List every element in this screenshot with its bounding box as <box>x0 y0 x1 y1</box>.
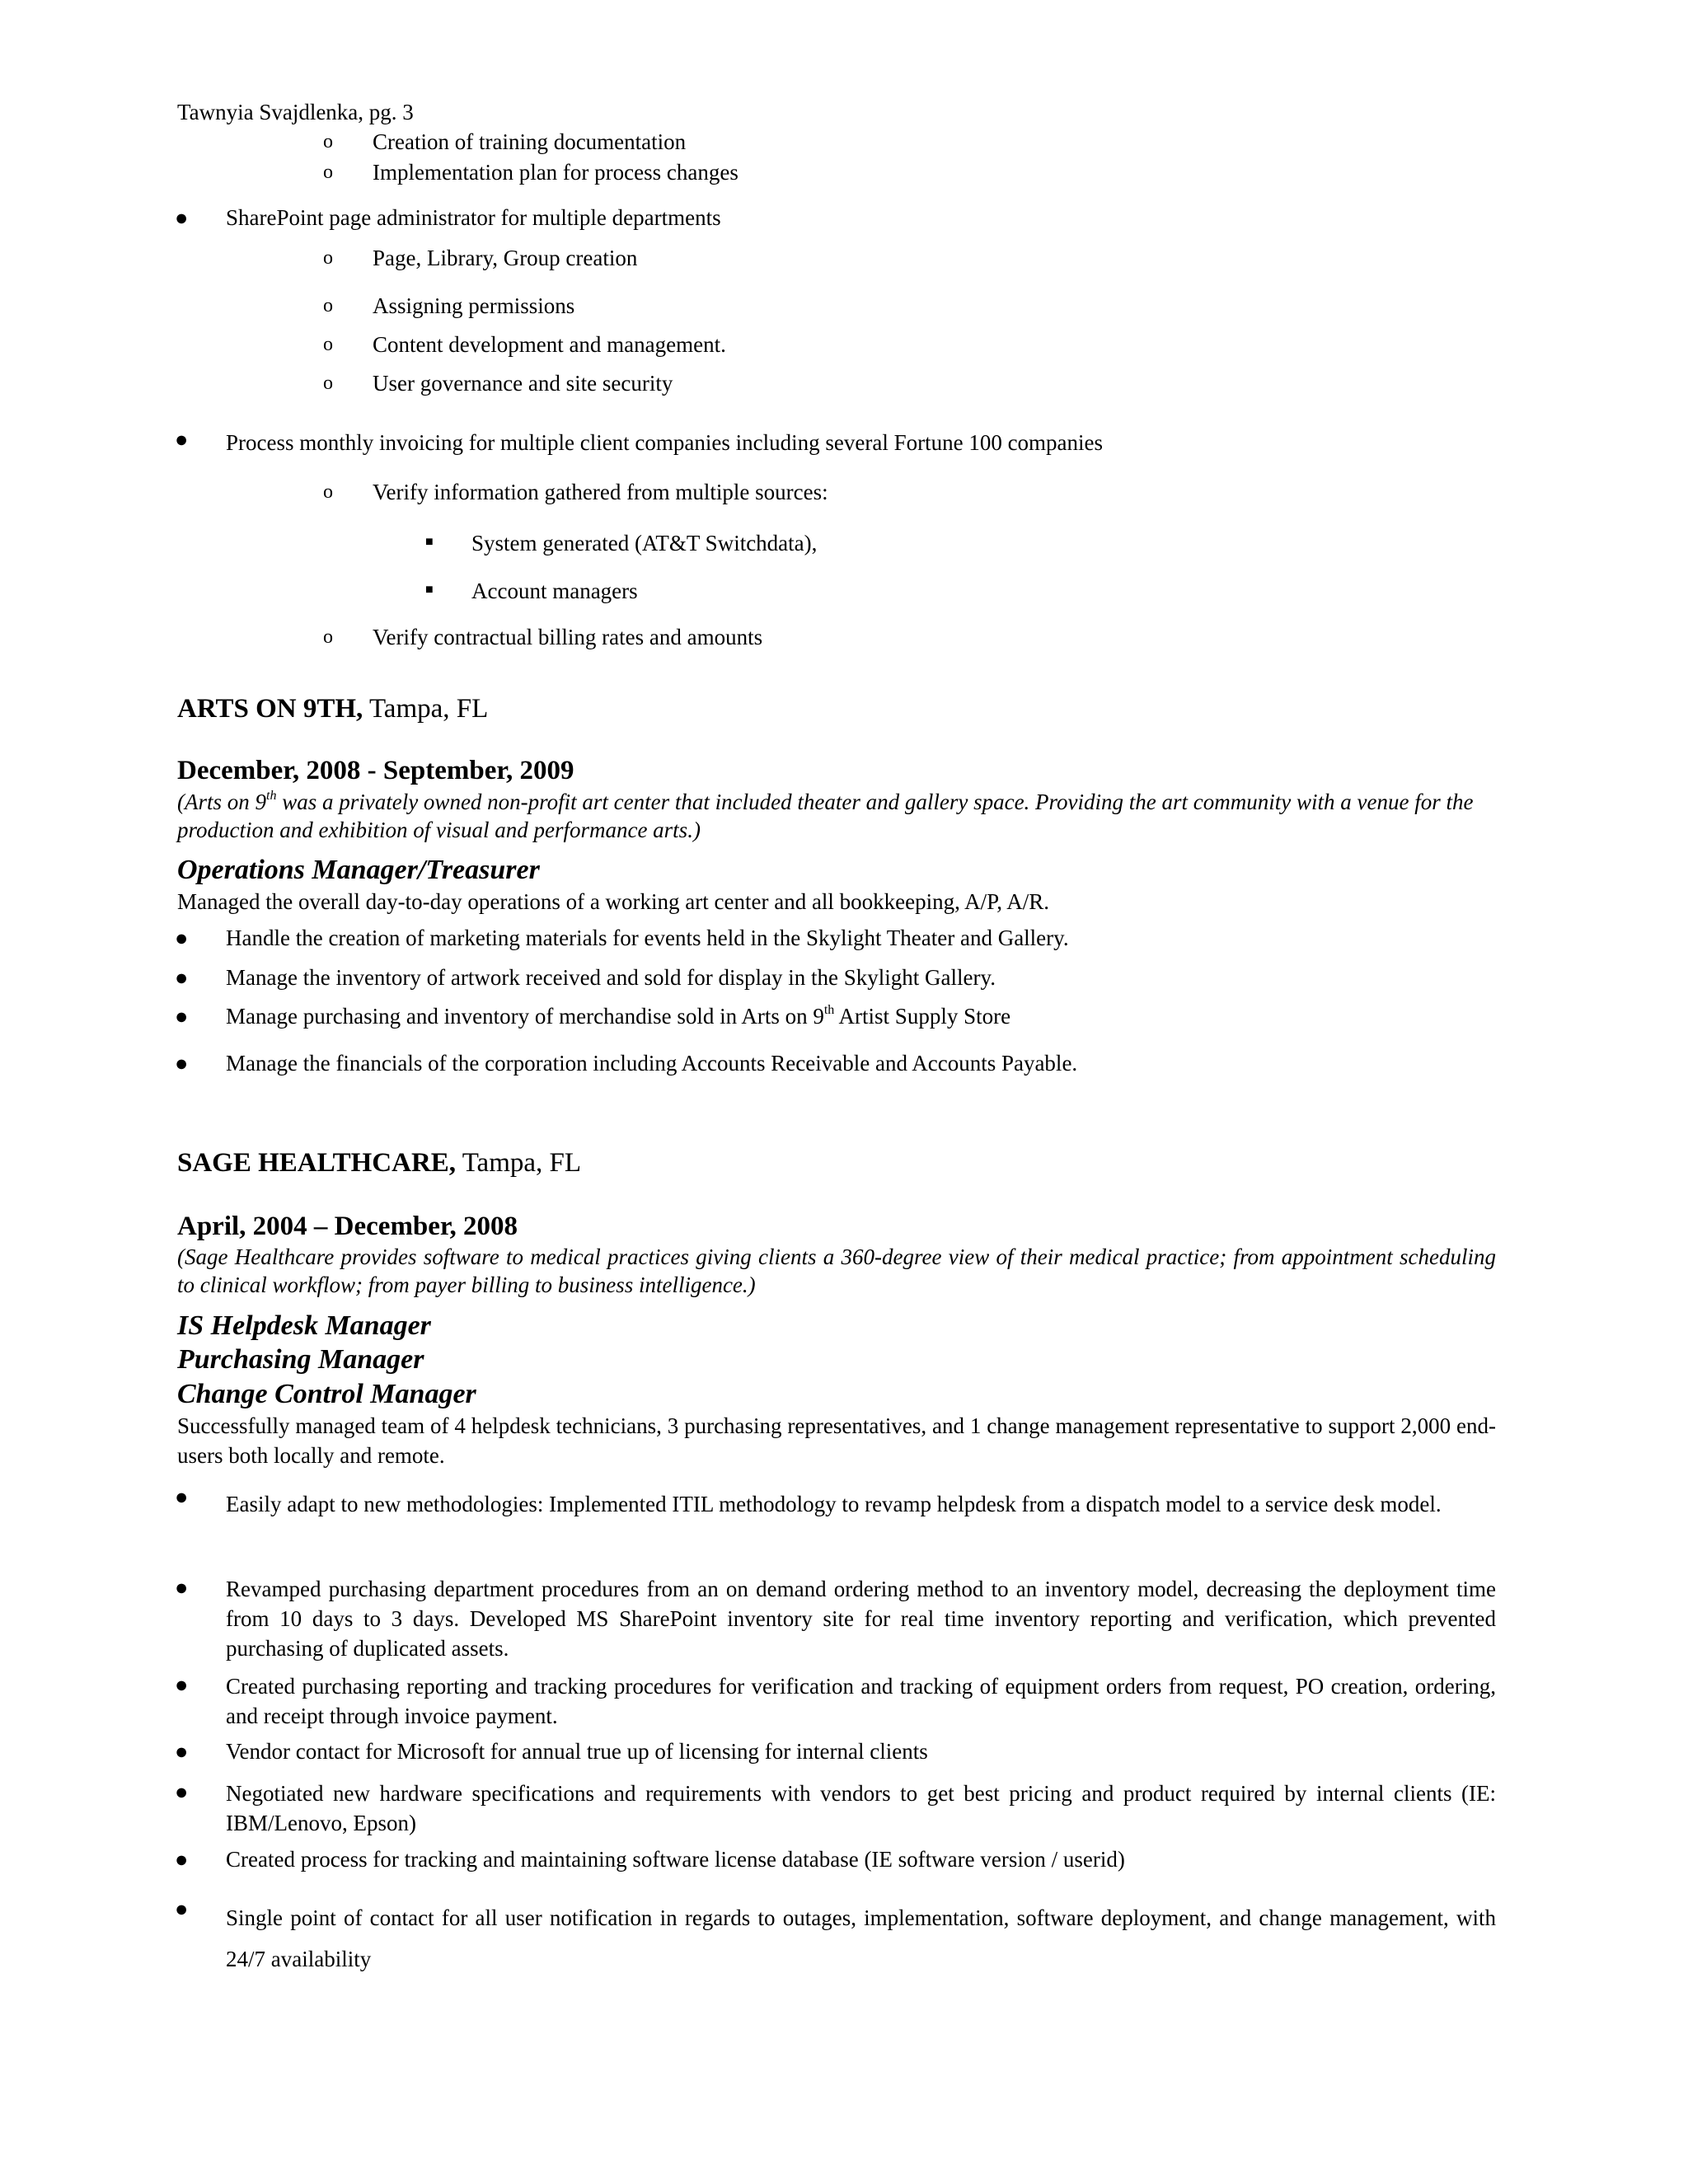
bullet-marker: ● <box>175 1575 189 1600</box>
bullet-marker: ● <box>175 427 189 452</box>
job-title: Purchasing Manager <box>177 1344 424 1375</box>
employment-dates: April, 2004 – December, 2008 <box>177 1212 518 1241</box>
role-summary: Successfully managed team of 4 helpdesk technicians, 3 purchasing representatives, and 1 change management representative to support 2,000 end-users both locally and remote. <box>177 1413 1496 1468</box>
company-name: SAGE HEALTHCARE, <box>177 1148 457 1178</box>
list-item: Vendor contact for Microsoft for annual true up of licensing for internal clients <box>226 1739 928 1764</box>
company-description: (Arts on 9th was a privately owned non-profit art center that included theater and gallery space. Providing the art community with a venue for the production and exhibition of visual and performance arts.) <box>177 789 1474 842</box>
bullet-marker: ● <box>175 1779 189 1804</box>
list-item: Manage purchasing and inventory of merchandise sold in Arts on 9th Artist Supply Store <box>226 1003 1011 1029</box>
list-item: Manage the financials of the corporation including Accounts Receivable and Accounts Payable. <box>226 1051 1078 1076</box>
list-item: System generated (AT&T Switchdata), <box>471 531 818 555</box>
bullet-marker: ● <box>175 965 189 990</box>
list-item: Account managers <box>471 579 638 603</box>
sub-bullet-marker: o <box>323 626 333 648</box>
list-item: Creation of training documentation <box>373 129 687 154</box>
list-item: Process monthly invoicing for multiple client companies including several Fortune 100 companies <box>226 430 1104 455</box>
list-item: Created process for tracking and maintaining software license database (IE software version / userid) <box>226 1847 1125 1872</box>
list-item: Easily adapt to new methodologies: Implemented ITIL methodology to revamp helpdesk from a dispatch model to a service desk model. <box>226 1492 1442 1516</box>
sub-bullet-marker: o <box>323 481 333 503</box>
bullet-marker: ● <box>175 1051 189 1076</box>
list-item: Verify information gathered from multiple sources: <box>373 480 828 504</box>
square-bullet-marker: ■ <box>425 583 434 597</box>
list-item: User governance and site security <box>373 371 673 396</box>
role-summary: Managed the overall day-to-day operations of a working art center and all bookkeeping, A/P, A/R. <box>177 889 1049 914</box>
list-item: Negotiated new hardware specifications and requirements with vendors to get best pricing and product required by internal clients (IE: IBM/Lenovo, Epson) <box>226 1781 1496 1835</box>
company-heading <box>177 1146 581 1179</box>
list-item: SharePoint page administrator for multiple departments <box>226 205 721 230</box>
bullet-marker: ● <box>175 1484 189 1509</box>
bullet-marker: ● <box>175 1739 189 1764</box>
list-item: Content development and management. <box>373 332 726 357</box>
sub-bullet-marker: o <box>323 334 333 355</box>
job-title: IS Helpdesk Manager <box>177 1310 431 1341</box>
sub-bullet-marker: o <box>323 131 333 152</box>
list-item: Page, Library, Group creation <box>373 246 638 270</box>
sub-bullet-marker: o <box>323 162 333 183</box>
list-item: Revamped purchasing department procedures from an on demand ordering method to an inventory model, decreasing the deployment time from 10 days to 3 days. Developed MS SharePoint inventory site for real time inventory reporting and verification, which prevented purchasing of duplicated assets. <box>226 1577 1496 1661</box>
company-location: Tampa, FL <box>363 694 489 724</box>
sub-bullet-marker: o <box>323 373 333 394</box>
bullet-marker: ● <box>175 1847 189 1872</box>
sub-bullet-marker: o <box>323 247 333 269</box>
bullet-marker: ● <box>175 1896 189 1921</box>
sub-bullet-marker: o <box>323 295 333 316</box>
company-description: (Sage Healthcare provides software to medical practices giving clients a 360-degree view of their medical practice; from appointment scheduling to clinical workflow; from payer billing to business intelligence.) <box>177 1244 1496 1297</box>
list-item: Manage the inventory of artwork received and sold for display in the Skylight Gallery. <box>226 965 996 990</box>
employment-dates: December, 2008 - September, 2009 <box>177 756 574 785</box>
bullet-marker: ● <box>175 205 189 230</box>
company-name: ARTS ON 9TH, <box>177 694 363 724</box>
list-item: Single point of contact for all user notification in regards to outages, implementation, software deployment, and change management, with 24/7 availability <box>226 1905 1496 1971</box>
list-item: Implementation plan for process changes <box>373 160 738 185</box>
job-title: Operations Manager/Treasurer <box>177 855 540 885</box>
bullet-marker: ● <box>175 1672 189 1697</box>
job-title: Change Control Manager <box>177 1379 476 1409</box>
bullet-marker: ● <box>175 926 189 950</box>
running-head: Tawnyia Svajdlenka, pg. 3 <box>177 100 414 124</box>
list-item: Handle the creation of marketing materials for events held in the Skylight Theater and Gallery. <box>226 926 1069 950</box>
list-item: Verify contractual billing rates and amounts <box>373 625 763 649</box>
company-heading <box>177 692 488 725</box>
company-location: Tampa, FL <box>456 1148 582 1178</box>
list-item: Created purchasing reporting and tracking procedures for verification and tracking of equipment orders from request, PO creation, ordering, and receipt through invoice payment. <box>226 1674 1496 1728</box>
list-item: Assigning permissions <box>373 293 575 318</box>
bullet-marker: ● <box>175 1004 189 1029</box>
square-bullet-marker: ■ <box>425 535 434 549</box>
